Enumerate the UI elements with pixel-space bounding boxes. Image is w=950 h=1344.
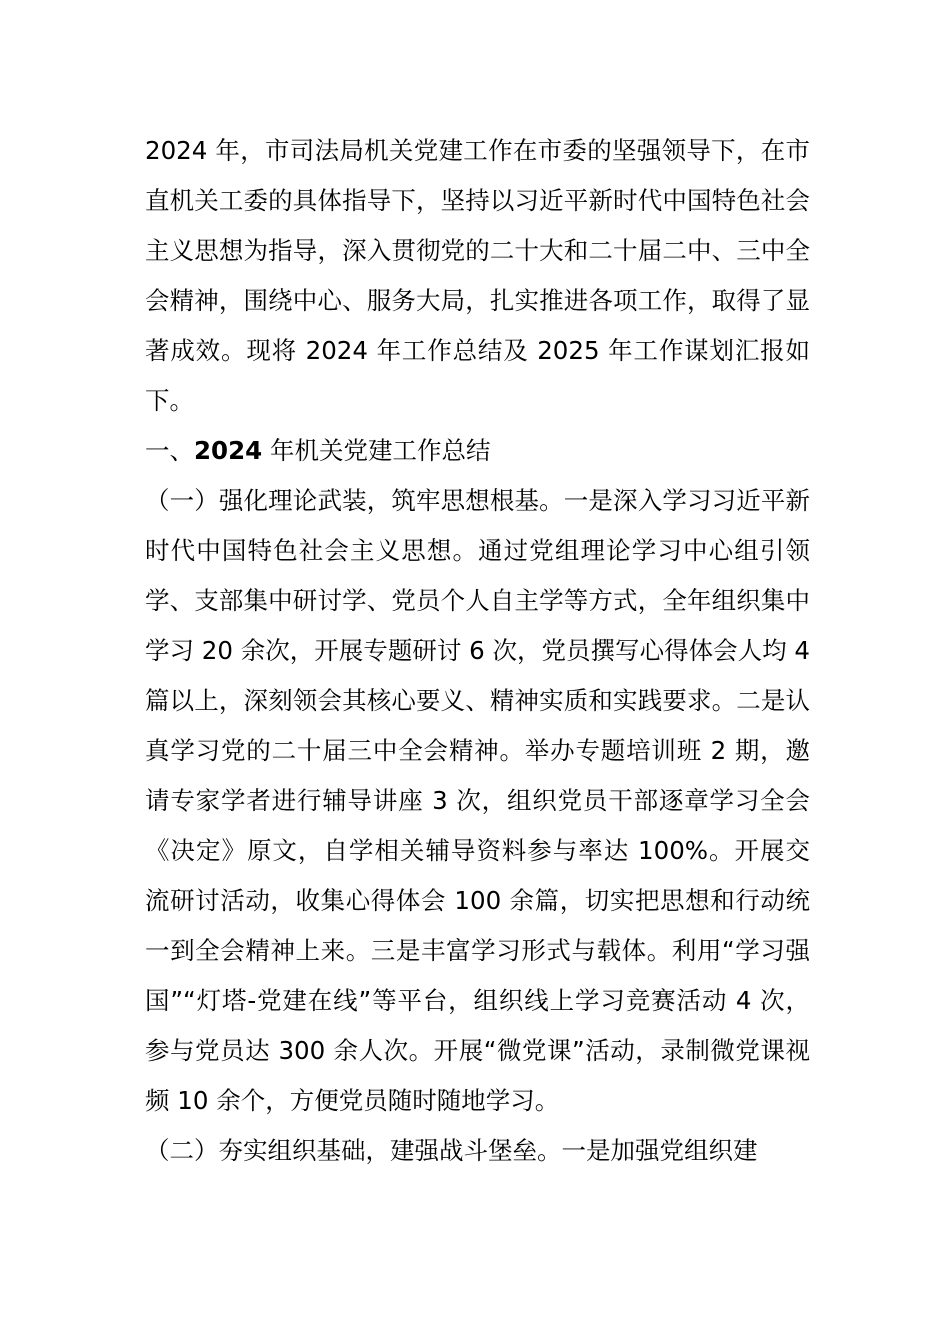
section-heading <box>145 426 810 476</box>
document-page <box>145 126 810 1176</box>
section-heading-prefix: 一、 <box>145 436 194 465</box>
section-heading-title: 年机关党建工作总结 <box>262 436 491 465</box>
section-heading-year: 2024 <box>194 436 263 465</box>
subsection-2-paragraph: （二）夯实组织基础，建强战斗堡垒。一是加强党组织建 <box>145 1136 758 1165</box>
intro-paragraph: 2024 年，市司法局机关党建工作在市委的坚强领导下，在市直机关工委的具体指导下，坚持以习近平新时代中国特色社会主义思想为指导，深入贯彻党的二十大和二十届二中、三中全会精神，围绕中心、服务大局，扎实推进各项工作，取得了显著成效。现将 2024 年工作总结及 2025 年工作谋划汇报如下。 <box>145 136 810 415</box>
subsection-1-paragraph: （一）强化理论武装，筑牢思想根基。一是深入学习习近平新时代中国特色社会主义思想。通过党组理论学习中心组引领学、支部集中研讨学、党员个人自主学等方式，全年组织集中学习 20 余次，开展专题研讨 6 次，党员撰写心得体会人均 4 篇以上，深刻领会其核心要义、精神实质和实践要求。二是认真学习党的二十届三中全会精神。举办专题培训班 2 期，邀请专家学者进行辅导讲座 3 次，组织党员干部逐章学习全会《决定》原文，自学相关辅导资料参与率达 100%。开展交流研讨活动，收集心得体会 100 余篇，切实把思想和行动统一到全会精神上来。三是丰富学习形式与载体。利用“学习强国”“灯塔-党建在线”等平台，组织线上学习竞赛活动 4 次，参与党员达 300 余人次。开展“微党课”活动，录制微党课视频 10 余个，方便党员随时随地学习。 <box>145 486 810 1115</box>
